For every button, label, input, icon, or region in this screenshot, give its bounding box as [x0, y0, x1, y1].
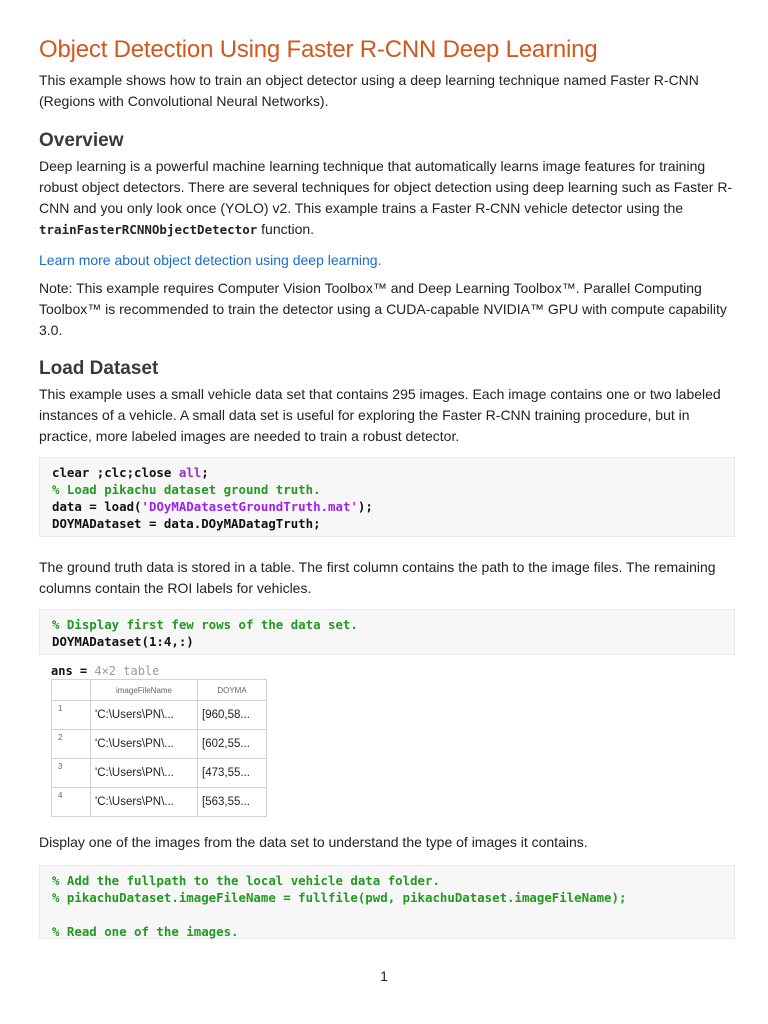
column-header-image-file-name: imageFileName: [91, 680, 198, 701]
overview-text-b: function.: [257, 221, 315, 237]
learn-more-paragraph: [39, 250, 735, 271]
code-blank-line: [52, 906, 722, 923]
page-title: Object Detection Using Faster R-CNN Deep Learning: [39, 36, 598, 63]
note-paragraph: Note: This example requires Computer Vision Toolbox™ and Deep Learning Toolbox™. Parallel Computing Toolbox™ is recommended to train the detector using a CUDA-capable NVIDIA™ GPU with compute capability 3.0.: [39, 280, 727, 338]
code-comment-line: % Add the fullpath to the local vehicle data folder.: [52, 873, 440, 888]
code-block-display[interactable]: [39, 609, 735, 655]
learn-more-link[interactable]: Learn more about object detection using deep learning.: [39, 252, 382, 268]
output-label: ans = 4×2 table: [51, 664, 160, 678]
row-index: 3: [52, 759, 91, 788]
overview-text-a: Deep learning is a powerful machine learning technique that automatically learns image features for training robust object detectors. There are several techniques for object detection using deep learning such as Faster R-CNN and you only look once (YOLO) v2. This example trains a Faster R-CNN vehicle detector using the: [39, 158, 733, 216]
table-cell: [960,58...: [198, 701, 267, 730]
table-cell: [473,55...: [198, 759, 267, 788]
table-header-row: [52, 680, 267, 701]
load-dataset-heading: Load Dataset: [39, 358, 159, 379]
row-index: 4: [52, 788, 91, 817]
function-name-code: trainFasterRCNNObjectDetector: [39, 222, 258, 237]
table-cell: 'C:\Users\PN\...: [91, 759, 198, 788]
code-line: clear ;clc;close all;: [52, 465, 209, 480]
page-number: 1: [380, 968, 388, 984]
code-comment-line: % Load pikachu dataset ground truth.: [52, 482, 321, 497]
overview-paragraph: [39, 156, 735, 240]
code-comment-line: % pikachuDataset.imageFileName = fullfile(pwd, pikachuDataset.imageFileName);: [52, 890, 627, 905]
row-index: 1: [52, 701, 91, 730]
table-cell: [563,55...: [198, 788, 267, 817]
row-index: 2: [52, 730, 91, 759]
code-line: DOYMADataset = data.DOyMADatagTruth;: [52, 516, 321, 531]
display-image-paragraph: Display one of the images from the data set to understand the type of images it contains.: [39, 834, 588, 850]
code-block-read-image[interactable]: [39, 865, 735, 939]
ground-truth-paragraph: The ground truth data is stored in a table. The first column contains the path to the image files. The remaining columns contain the ROI labels for vehicles.: [39, 559, 716, 596]
table-row: [52, 788, 267, 817]
code-comment-line: % Read one of the images.: [52, 924, 239, 939]
code-line: DOYMADataset(1:4,:): [52, 634, 194, 649]
table-cell: 'C:\Users\PN\...: [91, 701, 198, 730]
table-row: [52, 759, 267, 788]
column-header-doyma: DOYMA: [198, 680, 267, 701]
table-row: [52, 730, 267, 759]
table-corner-cell: [52, 680, 91, 701]
load-dataset-paragraph: This example uses a small vehicle data set that contains 295 images. Each image contains one or two labeled instances of a vehicle. A small data set is useful for exploring the Faster R-CNN training procedure, but in practice, more labeled images are needed to train a robust detector.: [39, 386, 721, 444]
table-cell: [602,55...: [198, 730, 267, 759]
code-block-load[interactable]: [39, 457, 735, 537]
output-table: [51, 679, 267, 817]
table-cell: 'C:\Users\PN\...: [91, 788, 198, 817]
table-cell: 'C:\Users\PN\...: [91, 730, 198, 759]
intro-paragraph: This example shows how to train an object detector using a deep learning technique named Faster R-CNN (Regions with Convolutional Neural Networks).: [39, 72, 699, 109]
table-row: [52, 701, 267, 730]
code-line: data = load('DOyMADatasetGroundTruth.mat');: [52, 499, 373, 514]
overview-heading: Overview: [39, 130, 124, 151]
code-comment-line: % Display first few rows of the data set.: [52, 617, 358, 632]
